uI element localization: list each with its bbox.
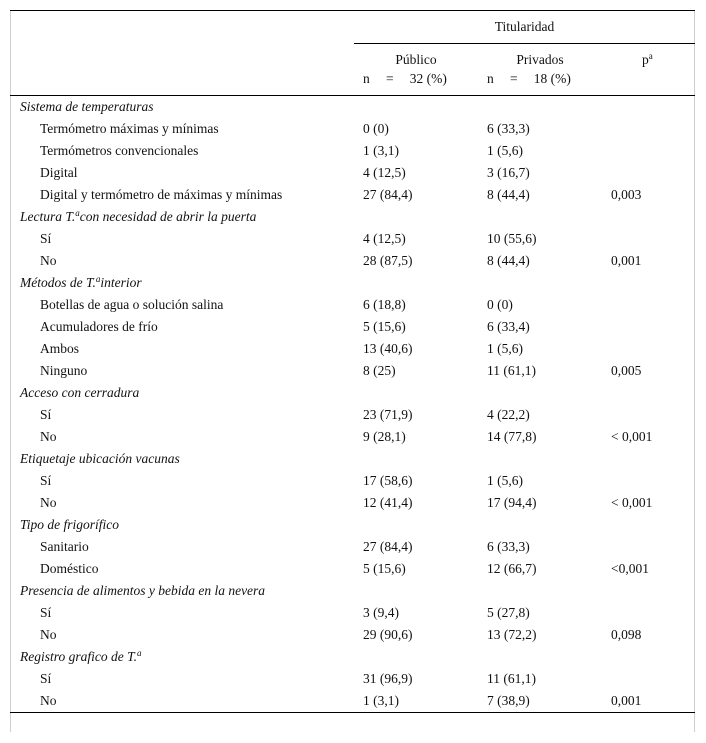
row-label: No: [10, 690, 354, 713]
p-value: [602, 316, 695, 338]
p-value: [602, 536, 695, 558]
private-value: 3 (16,7): [487, 165, 530, 180]
table-row: [10, 294, 695, 316]
row-label: No: [40, 495, 57, 510]
data-table: [10, 10, 695, 713]
private-value: 4 (22,2): [487, 407, 530, 422]
table-row: [10, 668, 695, 690]
header-private-n: n = 18 (%): [487, 71, 571, 86]
public-value: 27 (84,4): [363, 539, 413, 554]
row-label: Sí: [40, 407, 52, 422]
row-label: Digital: [40, 165, 78, 180]
private-value: 17 (94,4): [487, 495, 537, 510]
section-row: [10, 514, 695, 536]
p-value: 0,003: [611, 187, 642, 202]
p-value: [602, 228, 695, 250]
p-value: < 0,001: [611, 429, 653, 444]
row-label: No: [40, 429, 57, 444]
table-row: [10, 228, 695, 250]
public-value: 3 (9,4): [363, 605, 399, 620]
header-public-label: Público: [395, 52, 437, 67]
header-row-columns: [10, 44, 695, 96]
table-body: [10, 96, 695, 713]
public-value: 4 (12,5): [363, 165, 406, 180]
section-title: Presencia de alimentos y bebida en la nevera: [20, 583, 266, 598]
table-row: [10, 360, 695, 382]
row-label: Acumuladores de frío: [40, 319, 158, 334]
p-value: [602, 338, 695, 360]
table-row: [10, 184, 695, 206]
private-value: 6 (33,3): [487, 539, 530, 554]
private-value: 10 (55,6): [487, 231, 537, 246]
public-value: 27 (84,4): [363, 187, 413, 202]
public-value: 31 (96,9): [363, 671, 413, 686]
header-row-group: [10, 11, 695, 44]
public-value: 4 (12,5): [363, 231, 406, 246]
private-value: 5 (27,8): [487, 605, 530, 620]
section-row: [10, 206, 695, 228]
p-value: < 0,001: [611, 495, 653, 510]
p-value: [602, 602, 695, 624]
table-row: [10, 470, 695, 492]
private-value: 1 (5,6): [487, 143, 523, 158]
private-value: 6 (33,3): [487, 121, 530, 136]
row-label: Termómetro máximas y mínimas: [40, 121, 219, 136]
p-value: 0,005: [611, 363, 642, 378]
public-value: 29 (90,6): [363, 627, 413, 642]
p-value: <0,001: [611, 561, 649, 576]
private-value: 0 (0): [487, 297, 513, 312]
header-titularidad: Titularidad: [354, 11, 695, 44]
header-public-n: n = 32 (%): [363, 71, 447, 86]
header-public: [354, 44, 478, 96]
row-label: Sí: [40, 671, 52, 686]
section-title: Sistema de temperaturas: [20, 99, 154, 114]
row-label: Ninguno: [40, 363, 88, 378]
private-value: 1 (5,6): [487, 473, 523, 488]
public-value: 1 (3,1): [354, 690, 478, 713]
private-value: 8 (44,4): [487, 253, 530, 268]
section-title: Acceso con cerradura: [20, 385, 140, 400]
table-row: [10, 338, 695, 360]
public-value: 13 (40,6): [363, 341, 413, 356]
table-row: [10, 140, 695, 162]
table-row: [10, 426, 695, 448]
table-row: [10, 162, 695, 184]
row-label: Doméstico: [40, 561, 99, 576]
table-row: [10, 536, 695, 558]
row-label: Digital y termómetro de máximas y mínimas: [40, 187, 283, 202]
p-value: [602, 140, 695, 162]
header-empty-cell: [10, 11, 354, 44]
section-row: [10, 272, 695, 294]
p-value: 0,001: [611, 253, 642, 268]
section-row: [10, 96, 695, 119]
public-value: 6 (18,8): [363, 297, 406, 312]
public-value: 8 (25): [363, 363, 396, 378]
public-value: 1 (3,1): [363, 143, 399, 158]
public-value: 12 (41,4): [363, 495, 413, 510]
public-value: 0 (0): [363, 121, 389, 136]
row-label: Sí: [40, 473, 52, 488]
table-row: [10, 558, 695, 580]
private-value: 6 (33,4): [487, 319, 530, 334]
header-empty-cell-2: [10, 44, 354, 96]
p-value: [602, 294, 695, 316]
p-value: 0,098: [611, 627, 642, 642]
section-title: Tipo de frigorífico: [20, 517, 120, 532]
public-value: 5 (15,6): [363, 561, 406, 576]
section-title: Registro grafico de T.$^a$: [20, 648, 142, 664]
table-row: [10, 250, 695, 272]
table-row: [10, 118, 695, 140]
private-value: 13 (72,2): [487, 627, 537, 642]
section-row: [10, 448, 695, 470]
private-value: 7 (38,9): [478, 690, 602, 713]
p-value: [602, 118, 695, 140]
p-value: [602, 470, 695, 492]
public-value: 9 (28,1): [363, 429, 406, 444]
public-value: 28 (87,5): [363, 253, 413, 268]
private-value: 1 (5,6): [487, 341, 523, 356]
section-title: Lectura T.$^a$con necesidad de abrir la puerta: [20, 208, 257, 224]
public-value: 23 (71,9): [363, 407, 413, 422]
row-label: No: [40, 627, 57, 642]
table-row: [10, 492, 695, 514]
row-label: Sí: [40, 231, 52, 246]
private-value: 14 (77,8): [487, 429, 537, 444]
section-title: Métodos de T.$^a$interior: [20, 274, 142, 290]
header-private-label: Privados: [516, 52, 564, 67]
p-value: [602, 162, 695, 184]
row-label: Sí: [40, 605, 52, 620]
private-value: 11 (61,1): [487, 363, 536, 378]
row-label: Ambos: [40, 341, 80, 356]
table-row: [10, 404, 695, 426]
public-value: 5 (15,6): [363, 319, 406, 334]
private-value: 8 (44,4): [487, 187, 530, 202]
private-value: 11 (61,1): [487, 671, 536, 686]
p-value: [602, 668, 695, 690]
table-row: [10, 690, 695, 713]
p-value: [602, 404, 695, 426]
private-value: 12 (66,7): [487, 561, 537, 576]
p-value: 0,001: [602, 690, 695, 713]
section-row: [10, 382, 695, 404]
row-label: No: [40, 253, 57, 268]
section-row: [10, 646, 695, 668]
table-row: [10, 602, 695, 624]
table-row: [10, 624, 695, 646]
row-label: Sanitario: [40, 539, 89, 554]
header-p: $p^a$: [602, 44, 695, 96]
header-private: [478, 44, 602, 96]
table-row: [10, 316, 695, 338]
row-label: Botellas de agua o solución salina: [40, 297, 224, 312]
public-value: 17 (58,6): [363, 473, 413, 488]
row-label: Termómetros convencionales: [40, 143, 199, 158]
section-row: [10, 580, 695, 602]
section-title: Etiquetaje ubicación vacunas: [20, 451, 180, 466]
